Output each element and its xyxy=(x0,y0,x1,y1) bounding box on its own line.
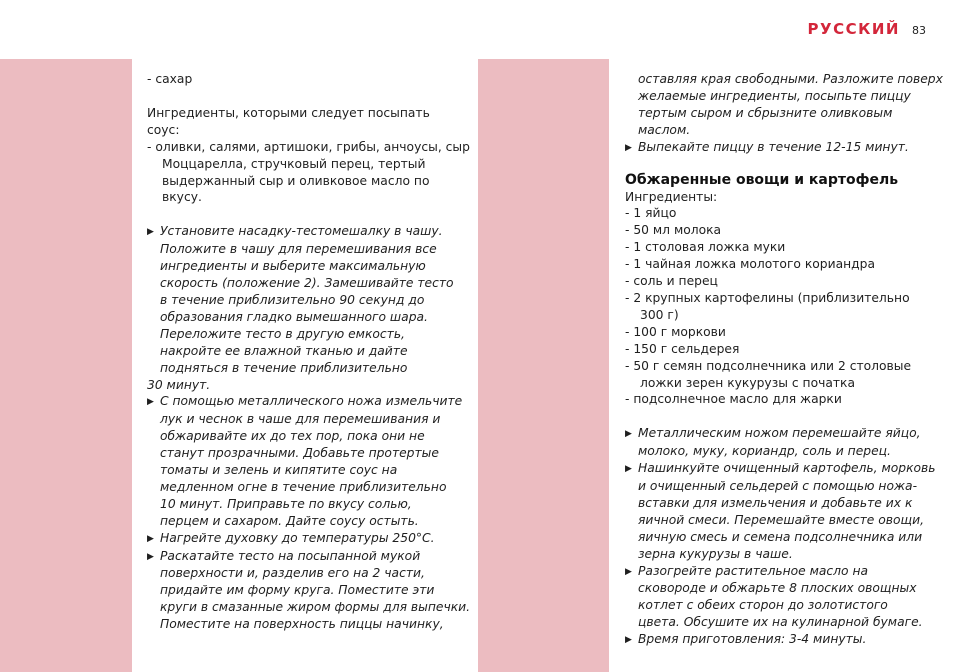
ingredient-item: - 150 г сельдерея xyxy=(625,341,740,356)
ingredient-item: - 100 г моркови xyxy=(625,324,726,339)
ingredient-continuation: ложки зерен кукурузы с початка xyxy=(640,375,856,390)
step-line: ингредиенты и выберите максимальную xyxy=(160,259,426,274)
bullet-arrow-icon: ▶ xyxy=(625,142,632,153)
step-text: Выпекайте пиццу в течение 12-15 минут. xyxy=(638,139,909,154)
topping-continuation: выдержанный сыр и оливковое масло по xyxy=(162,173,430,188)
step-line: яичную смесь и семена подсолнечника или xyxy=(638,529,923,544)
step-text: Нагрейте духовку до температуры 250°C. xyxy=(160,530,435,545)
step-bullet xyxy=(625,425,933,443)
language-label: РУССКИЙ xyxy=(807,20,900,38)
step-line: яичной смеси. Перемешайте вместе овощи, xyxy=(638,512,924,527)
step-line: придайте им форму круга. Поместите эти xyxy=(160,583,435,598)
step-line: Переложите тесто в другую емкость, xyxy=(160,326,405,341)
step-line: образования гладко вымешанного шара. xyxy=(160,309,428,324)
step-line: лук и чеснок в чаше для перемешивания и xyxy=(160,412,441,427)
step-line: скорость (положение 2). Замешивайте тесто xyxy=(160,276,454,291)
step-line: подняться в течение приблизительно xyxy=(160,360,408,375)
step-bullet xyxy=(147,223,469,241)
step-line: маслом. xyxy=(638,122,691,137)
step-text: Установите насадку-тестомешалку в чашу. xyxy=(160,224,443,239)
step-bullet xyxy=(147,530,469,548)
step-line: Положите в чашу для перемешивания все xyxy=(160,242,437,257)
middle-pink-margin xyxy=(478,59,609,672)
bullet-arrow-icon: ▶ xyxy=(147,227,154,238)
ingredient-continuation: 300 г) xyxy=(640,307,679,322)
step-line: молоко, муку, кориандр, соль и перец. xyxy=(638,444,891,459)
step-line: 30 минут. xyxy=(147,377,211,392)
topping-continuation: Моццарелла, стручковый перец, тертый xyxy=(162,156,426,171)
ingredient-item: - 2 крупных картофелины (приблизительно xyxy=(625,290,910,305)
step-bullet xyxy=(625,139,933,157)
step-bullet xyxy=(147,548,469,566)
step-bullet xyxy=(147,393,469,411)
page-header xyxy=(808,20,926,38)
step-line: Поместите на поверхность пиццы начинку, xyxy=(160,617,444,632)
step-line: в течение приблизительно 90 секунд до xyxy=(160,292,425,307)
ingredient-item: - подсолнечное масло для жарки xyxy=(625,392,842,407)
step-line: тертым сыром и сбрызните оливковым xyxy=(638,105,893,120)
step-line: томаты и зелень и кипятите соус на xyxy=(160,463,398,478)
step-line: зерна кукурузы в чаше. xyxy=(638,546,793,561)
bullet-arrow-icon: ▶ xyxy=(625,464,632,475)
step-bullet xyxy=(625,460,936,478)
step-line: цвета. Обсушите их на кулинарной бумаге. xyxy=(638,615,923,630)
ingredient-item: - 1 столовая ложка муки xyxy=(625,240,786,255)
step-line: котлет с обеих сторон до золотистого xyxy=(638,598,888,613)
bullet-arrow-icon: ▶ xyxy=(147,551,154,562)
step-line: желаемые ингредиенты, посыпьте пиццу xyxy=(638,88,911,103)
step-line: поверхности и, разделив его на 2 части, xyxy=(160,566,425,581)
step-text: С помощью металлического ножа измельчите xyxy=(160,394,463,409)
step-line: и очищенный сельдерей с помощью ножа- xyxy=(638,479,918,494)
step-line: 10 минут. Приправьте по вкусу солью, xyxy=(160,496,412,511)
right-text-column xyxy=(625,71,943,649)
bullet-arrow-icon: ▶ xyxy=(625,566,632,577)
ingredient-sugar: - сахар xyxy=(147,72,193,86)
topping-intro-line: Ингредиенты, которыми следует посыпать xyxy=(147,105,430,120)
ingredient-item: - 50 мл молока xyxy=(625,223,722,238)
step-line: накройте ее влажной тканью и дайте xyxy=(160,343,408,358)
step-bullet xyxy=(625,563,933,581)
step-text: Время приготовления: 3-4 минуты. xyxy=(638,632,867,647)
step-line: сковороде и обжарьте 8 плоских овощных xyxy=(638,581,917,596)
step-text: Разогрейте растительное масло на xyxy=(638,563,869,578)
step-text: Раскатайте тесто на посыпанной мукой xyxy=(160,548,421,563)
page-number: 83 xyxy=(912,24,926,37)
step-bullet xyxy=(625,631,933,649)
step-line: оставляя края свободными. Разложите поверх xyxy=(638,72,943,86)
topping-continuation: вкусу. xyxy=(162,190,202,205)
left-text-column xyxy=(147,71,469,633)
section-heading: Обжаренные овощи и картофель xyxy=(625,171,899,188)
ingredient-item: - 50 г семян подсолнечника или 2 столовые xyxy=(625,358,912,373)
bullet-arrow-icon: ▶ xyxy=(147,533,154,544)
step-line: медленном огне в течение приблизительно xyxy=(160,479,447,494)
step-line: обжаривайте их до тех пор, пока они не xyxy=(160,429,425,444)
bullet-arrow-icon: ▶ xyxy=(625,635,632,646)
step-line: перцем и сахаром. Дайте соусу остыть. xyxy=(160,513,419,528)
bullet-arrow-icon: ▶ xyxy=(147,397,154,408)
step-line: вставки для измельчения и добавьте их к xyxy=(638,495,913,510)
ingredient-item: - 1 чайная ложка молотого кориандра xyxy=(625,257,876,272)
topping-intro-line: соус: xyxy=(147,122,180,137)
ingredients-label: Ингредиенты: xyxy=(625,189,718,204)
ingredient-item: - 1 яйцо xyxy=(625,206,677,221)
step-line: станут прозрачными. Добавьте протертые xyxy=(160,446,439,461)
left-pink-margin xyxy=(0,59,132,672)
step-text: Нашинкуйте очищенный картофель, морковь xyxy=(638,461,936,476)
ingredient-item: - соль и перец xyxy=(625,274,718,289)
step-text: Металлическим ножом перемешайте яйцо, xyxy=(638,426,921,441)
step-line: круги в смазанные жиром формы для выпечки. xyxy=(160,600,471,615)
topping-item: - оливки, салями, артишоки, грибы, анчоусы, сыр xyxy=(147,139,470,154)
bullet-arrow-icon: ▶ xyxy=(625,429,632,440)
